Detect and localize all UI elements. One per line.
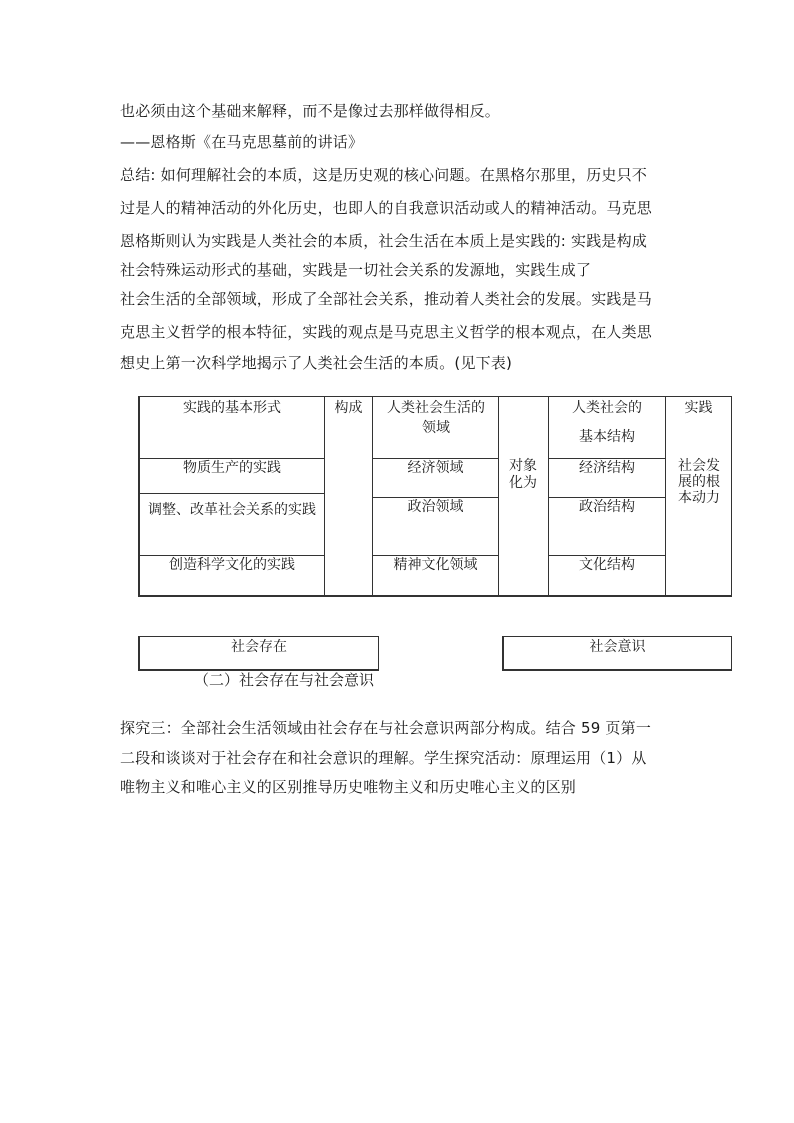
table-header-constitutes: 构成: [334, 400, 363, 416]
objectified-label: 对象化为: [509, 458, 537, 491]
table-cell: 政治结构: [579, 499, 635, 515]
quote-attribution: ——恩格斯《在马克思墓前的讲话》: [120, 133, 364, 151]
table-cell: 调整、改革社会关系的实践: [148, 502, 316, 518]
paragraph-line: 社会生活的全部领域，形成了全部社会关系，推动着人类社会的发展。实践是马: [120, 290, 653, 308]
social-consciousness-box: [502, 636, 732, 671]
section-heading: （二）社会存在与社会意识: [194, 671, 375, 689]
social-consciousness-label: 社会意识: [589, 639, 646, 655]
practice-structure-table: [138, 396, 732, 596]
table-cell: 文化结构: [579, 557, 635, 573]
paragraph-line: 也必须由这个基础来解释，而不是像过去那样做得相反。: [120, 102, 501, 120]
table-header-practice-forms: 实践的基本形式: [183, 400, 281, 416]
table-cell: 精神文化领域: [393, 557, 478, 573]
paragraph-line: 想史上第一次科学地揭示了人类社会生活的本质。(见下表): [120, 354, 513, 372]
table-cell: 创造科学文化的实践: [169, 557, 295, 573]
paragraph-line: 恩格斯则认为实践是人类社会的本质，社会生活在本质上是实践的: 实践是构成: [120, 232, 648, 250]
table-cell: 经济领域: [407, 460, 464, 476]
table-cell: 政治领域: [407, 499, 464, 515]
paragraph-line: 社会特殊运动形式的基础，实践是一切社会关系的发源地，实践生成了: [120, 261, 592, 279]
social-existence-label: 社会存在: [231, 639, 287, 655]
paragraph-line: 二段和谈谈对于社会存在和社会意识的理解。学生探究活动：原理运用（1）从: [120, 749, 647, 767]
paragraph-line: 总结: 如何理解社会的本质，这是历史观的核心问题。在黑格尔那里，历史只不: [120, 166, 648, 184]
table-header-practice: 实践: [684, 400, 713, 416]
paragraph-line: 过是人的精神活动的外化历史，也即人的自我意识活动或人的精神活动。马克思: [120, 199, 653, 217]
social-existence-box: [138, 636, 379, 671]
table-header-life-domains: 人类社会生活的领域: [387, 400, 485, 436]
paragraph-line: 唯物主义和唯心主义的区别推导历史唯物主义和历史唯心主义的区别: [120, 778, 577, 796]
table-cell: 经济结构: [579, 460, 635, 476]
table-cell: 物质生产的实践: [183, 460, 281, 476]
driving-force-text: 社会发展的根本动力: [678, 458, 720, 506]
paragraph-line: 克思主义哲学的根本特征，实践的观点是马克思主义哲学的根本观点，在人类思: [120, 323, 653, 341]
table-header-social-structure-2: 基本结构: [579, 429, 635, 445]
table-header-social-structure: 人类社会的: [572, 400, 642, 416]
paragraph-line: 探究三：全部社会生活领域由社会存在与社会意识两部分构成。结合 59 页第一: [120, 719, 652, 737]
